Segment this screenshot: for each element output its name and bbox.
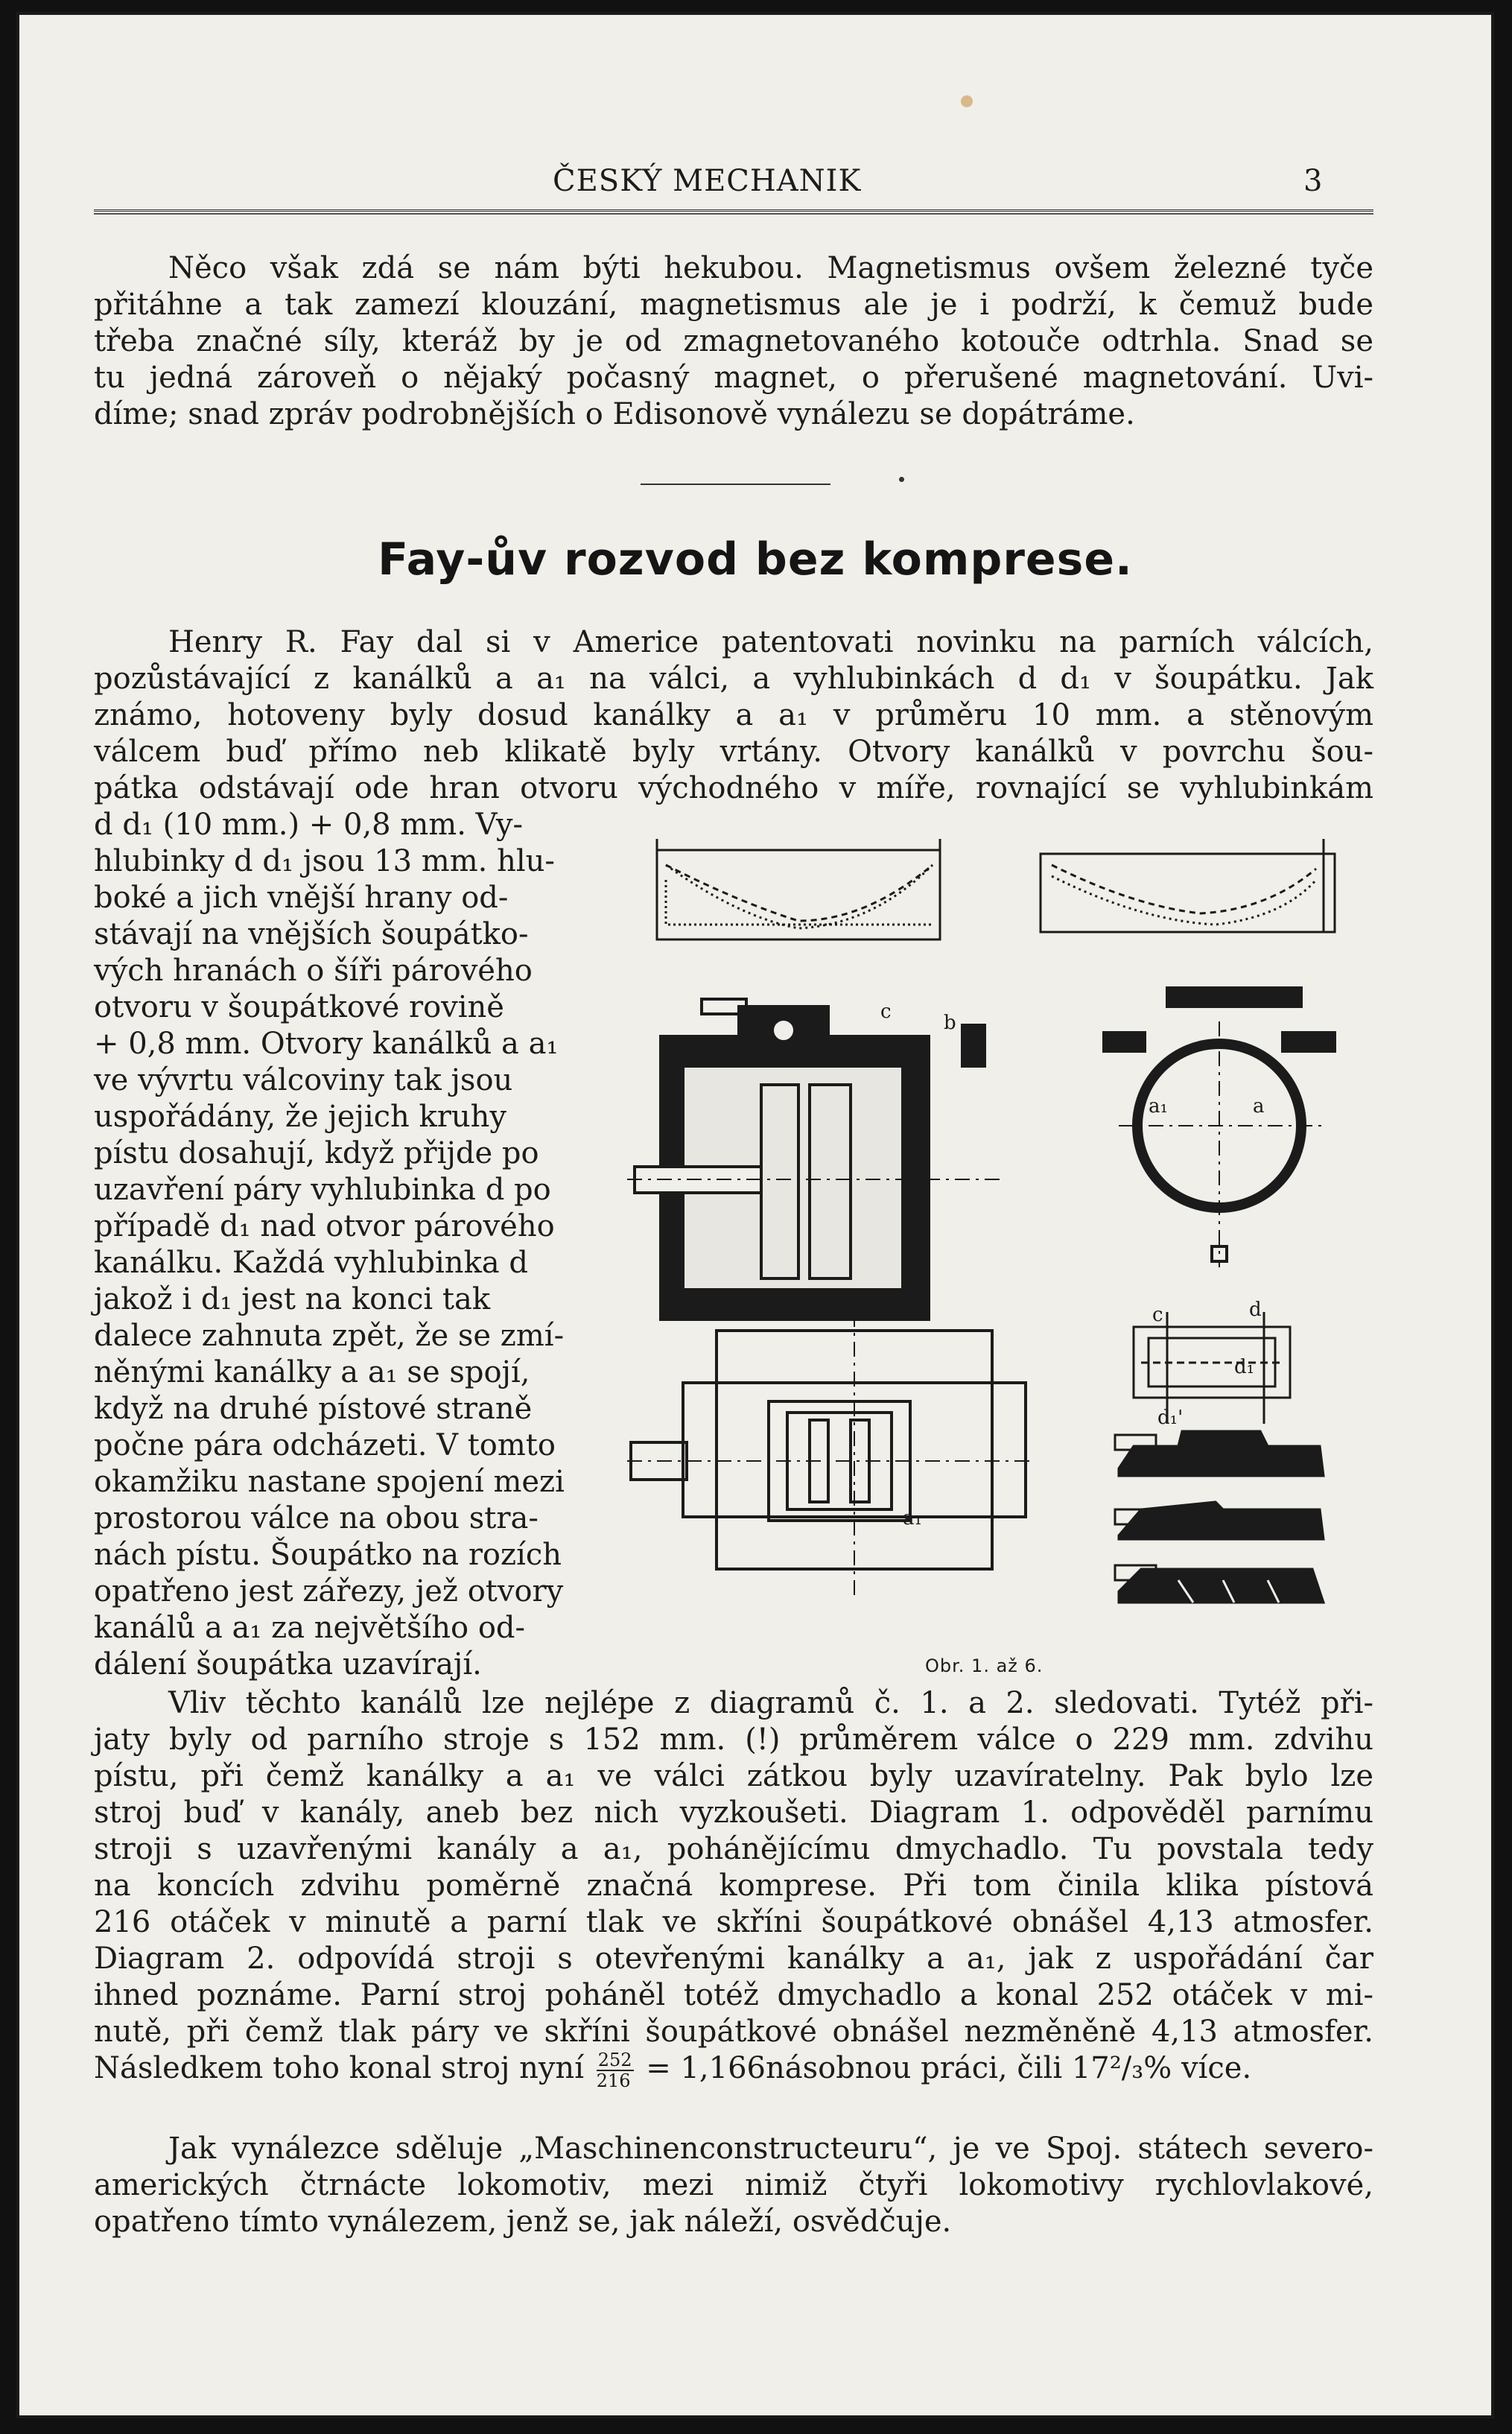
label-d1: d₁ xyxy=(1234,1356,1255,1378)
text-line: dálení šoupátka uzavírají. xyxy=(94,1647,482,1682)
text-line: známo, hotoveny byly dosud kanálky a a₁ v průměru 10 mm. a stěnovým xyxy=(94,698,1373,732)
fraction xyxy=(597,2050,634,2091)
label-c: c xyxy=(880,1001,892,1023)
text-line: + 0,8 mm. Otvory kanálků a a₁ xyxy=(94,1027,559,1061)
text-line: když na druhé pístové straně xyxy=(94,1392,533,1426)
text-line: válcem buď přímo neb klikatě byly vrtány. Otvory kanálků v povrchu šou- xyxy=(94,735,1373,769)
label-a1-plan: a₁ xyxy=(903,1507,922,1530)
article-column xyxy=(94,807,600,1683)
text-line: vých hranách o šíři párového xyxy=(94,954,533,988)
section-divider-dot xyxy=(899,477,904,482)
text-line: kanálů a a₁ za největšího od- xyxy=(94,1611,526,1645)
plan-view xyxy=(627,1312,1029,1595)
valve-profiles xyxy=(1115,1431,1324,1603)
fraction-numerator: 252 xyxy=(597,2050,632,2070)
text-line: opatřeno jest zářezy, jež otvory xyxy=(94,1574,564,1609)
figure-caption: Obr. 1. až 6. xyxy=(925,1655,1044,1676)
text-line: nách pístu. Šoupátko na rozích xyxy=(94,1538,562,1572)
text-line: ve vývrtu válcoviny tak jsou xyxy=(94,1063,513,1097)
text-line: na koncích zdvihu poměrně značná komprese. Při tom činila klika pístová xyxy=(94,1869,1373,1903)
text-line: přitáhne a tak zamezí klouzání, magnetismus ale je i podrží, k čemuž bude xyxy=(94,288,1373,322)
text-line: dalece zahnuta zpět, že se zmí- xyxy=(94,1319,565,1353)
text-line: okamžiku nastane spojení mezi xyxy=(94,1465,565,1499)
text-line: uzavření páry vyhlubinka d po xyxy=(94,1173,551,1207)
page-number: 3 xyxy=(1303,164,1324,198)
text-line: amerických čtrnácte lokomotiv, mezi nimiž čtyři lokomotivy rychlovlakové, xyxy=(94,2168,1373,2202)
text-line: Diagram 2. odpovídá stroji s otevřenými kanálky a a₁, jak z uspořádání čar xyxy=(94,1942,1373,1976)
label-a: a xyxy=(1253,1095,1265,1118)
diagram-2 xyxy=(1041,839,1335,932)
article-results xyxy=(94,1685,1373,2091)
text-line: 216 otáček v minutě a parní tlak ve skříni šoupátkové obnášel 4,13 atmosfer. xyxy=(94,1905,1373,1939)
text-line: Jak vynálezce sděluje „Maschinenconstructeuru“, je ve Spoj. státech severo- xyxy=(168,2132,1373,2166)
figure-drawings xyxy=(627,835,1379,1681)
label-d1-prime: d₁' xyxy=(1157,1407,1184,1429)
text-line: třeba značné síly, kteráž by je od zmagnetovaného kotouče odtrhla. Snad se xyxy=(94,324,1373,358)
page xyxy=(16,12,1494,2418)
closing-paragraph xyxy=(94,2131,1373,2240)
text-line: ihned poznáme. Parní stroj poháněl totéž dmychadlo a konal 252 otáček v mi- xyxy=(94,1978,1373,2012)
diagram-1 xyxy=(657,839,940,939)
text-line: nutě, při čemž tlak páry ve skříni šoupátkové obnášel nezměněně 4,13 atmosfer. xyxy=(94,2015,1373,2049)
text-line: Henry R. Fay dal si v Americe patentovati novinku na parních válcích, xyxy=(168,625,1373,659)
label-c2: c xyxy=(1152,1304,1163,1326)
text-line: prostorou válce na obou stra- xyxy=(94,1501,539,1535)
intro-paragraph xyxy=(94,250,1373,433)
text-line: stroj buď v kanály, aneb bez nich vyzkoušeti. Diagram 1. odpověděl parnímu xyxy=(94,1796,1373,1830)
header-rule xyxy=(94,209,1373,215)
text-line: jakož i d₁ jest na konci tak xyxy=(94,1282,491,1316)
text-line: pístu dosahují, když přijde po xyxy=(94,1136,539,1170)
ink-spot xyxy=(961,95,973,107)
text-line: Vliv těchto kanálů lze nejlépe z diagramů č. 1. a 2. sledovati. Tytéž při- xyxy=(168,1686,1373,1720)
text-line: počne pára odcházeti. V tomto xyxy=(94,1428,556,1462)
text-line: díme; snad zpráv podrobnějších o Edisonově vynálezu se dopátráme. xyxy=(94,397,1135,431)
text-line: kanálku. Každá vyhlubinka d xyxy=(94,1246,528,1280)
text-line: pístu, při čemž kanálky a a₁ ve válci zátkou byly uzavíratelny. Pak bylo lze xyxy=(94,1759,1373,1793)
label-d: d xyxy=(1249,1299,1262,1321)
formula-line xyxy=(94,2050,1373,2091)
journal-title: ČESKÝ MECHANIK xyxy=(553,164,862,198)
text-line: d d₁ (10 mm.) + 0,8 mm. Vy- xyxy=(94,808,524,842)
text-line: otvoru v šoupátkové rovině xyxy=(94,990,504,1024)
text-line: případě d₁ nad otvor párového xyxy=(94,1209,555,1243)
text-line: stávají na vnějších šoupátko- xyxy=(94,917,529,951)
text-line: hlubinky d d₁ jsou 13 mm. hlu- xyxy=(94,844,555,878)
cylinder-section xyxy=(627,999,1000,1319)
label-b: b xyxy=(944,1012,956,1034)
text-line: boké a jich vnější hrany od- xyxy=(94,881,509,915)
article-title: Fay-ův rozvod bez komprese. xyxy=(378,533,1133,586)
text-line: opatřeno tímto vynálezem, jenž se, jak náleží, osvědčuje. xyxy=(94,2205,952,2239)
text-line: uspořádány, že jejich kruhy xyxy=(94,1100,506,1134)
section-divider xyxy=(641,484,830,485)
formula-after: = 1,166násobnou práci, čili 17²/₃% více. xyxy=(646,2051,1252,2085)
formula-before: Následkem toho konal stroj nyní xyxy=(94,2051,584,2085)
text-line: tu jedná zároveň o nějaký počasný magnet, o přerušené magnetování. Uvi- xyxy=(94,361,1373,395)
text-line: jaty byly od parního stroje s 152 mm. (!) průměrem válce o 229 mm. zdvihu xyxy=(94,1723,1373,1757)
text-line: něnými kanálky a a₁ se spojí, xyxy=(94,1355,530,1389)
cylinder-cross-section xyxy=(1104,988,1335,1267)
text-line: pozůstávající z kanálků a a₁ na válci, a vyhlubinkách d d₁ v šoupátku. Jak xyxy=(94,662,1373,696)
text-line: pátka odstávají ode hran otvoru východného v míře, rovnající se vyhlubinkám xyxy=(94,771,1373,805)
fraction-denominator: 216 xyxy=(596,2070,631,2091)
label-a1: a₁ xyxy=(1149,1095,1168,1118)
text-line: Něco však zdá se nám býti hekubou. Magnetismus ovšem železné tyče xyxy=(168,251,1373,285)
article-intro xyxy=(94,624,1373,807)
text-line: stroji s uzavřenými kanály a a₁, pohánějícímu dmychadlo. Tu povstala tedy xyxy=(94,1832,1373,1866)
